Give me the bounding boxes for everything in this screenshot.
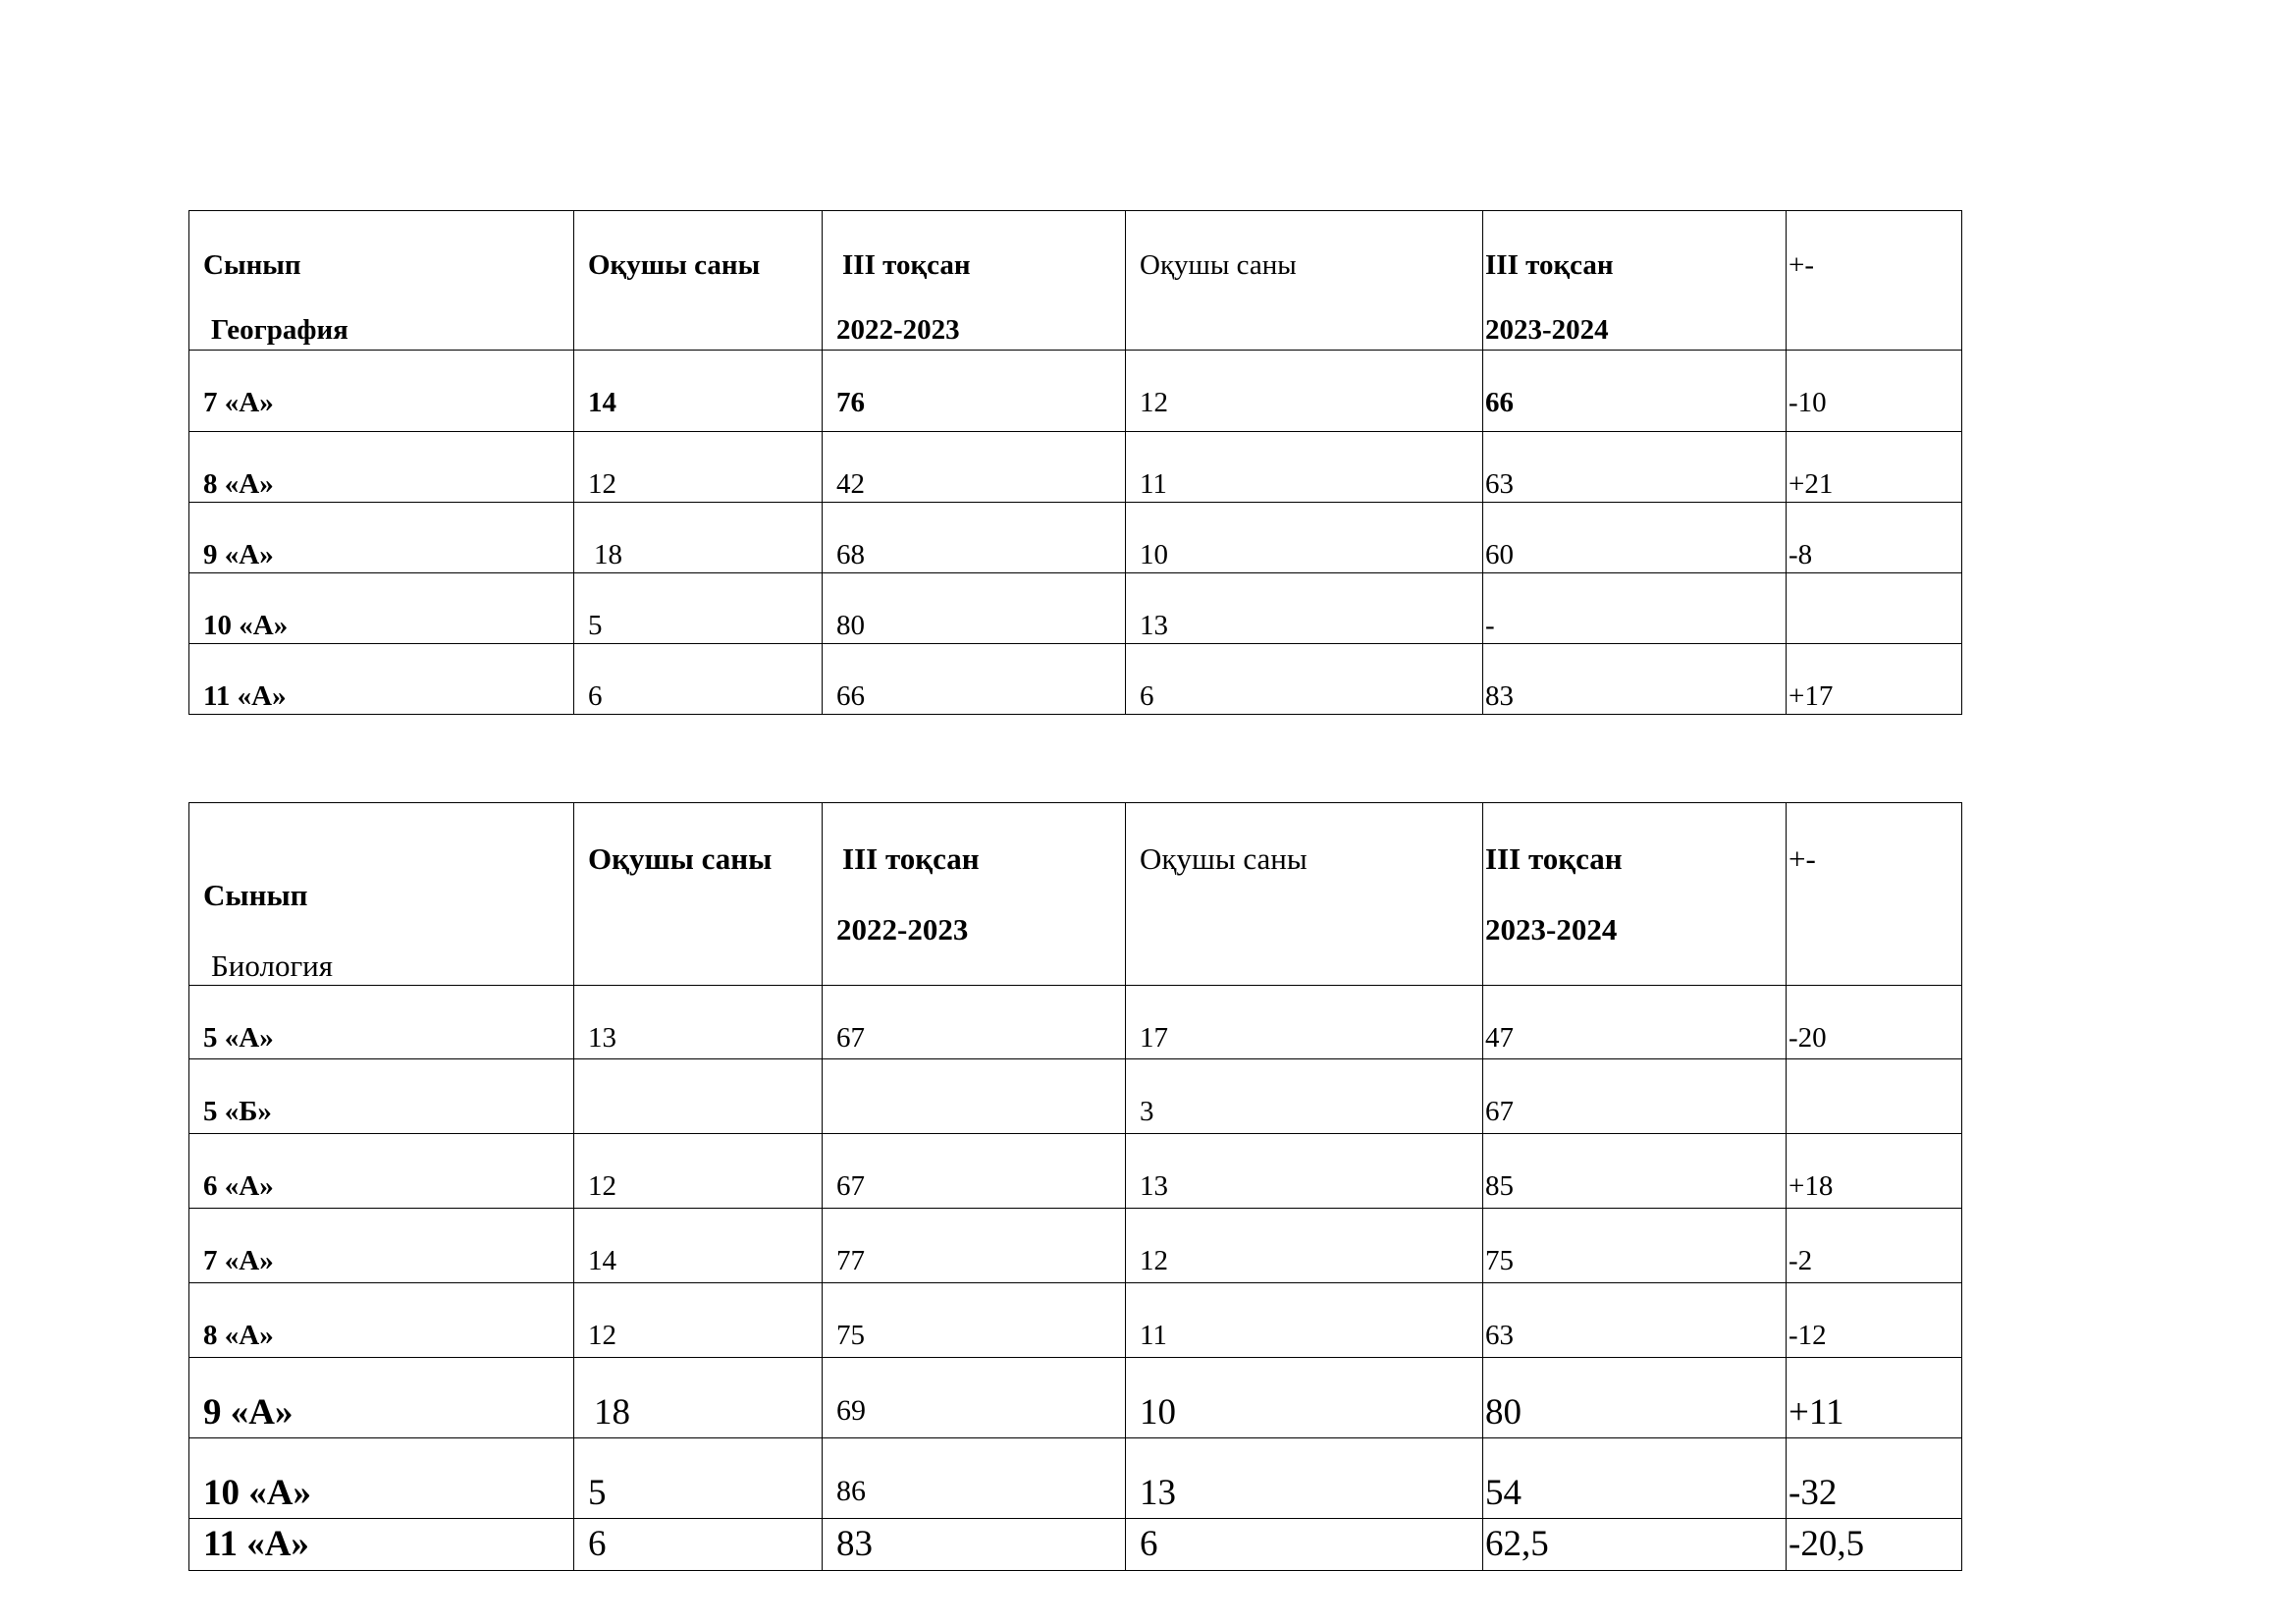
table-row <box>189 986 1962 1059</box>
students-2-cell: 3 <box>1140 1096 1154 1127</box>
students-1-cell: 14 <box>588 1245 616 1276</box>
header-quarter-2-cell <box>1483 211 1787 351</box>
diff-cell: +17 <box>1789 680 1834 712</box>
table-row <box>189 432 1962 503</box>
header-students-1: Оқушы саны <box>588 841 773 876</box>
students-1-cell: 18 <box>594 1392 630 1433</box>
table-row <box>189 1134 1962 1209</box>
header-subject: География <box>211 314 348 346</box>
quarter-2-cell: 63 <box>1485 1320 1514 1351</box>
header-diff: +- <box>1789 249 1815 281</box>
students-1-cell: 12 <box>588 468 616 500</box>
diff-cell <box>1789 1059 1961 1095</box>
quarter-1-cell <box>836 1059 1125 1095</box>
quarter-1-cell: 80 <box>836 610 865 641</box>
class-cell: 11 «А» <box>203 1524 309 1564</box>
class-cell: 7 «А» <box>203 387 274 418</box>
header-students-2: Оқушы саны <box>1140 249 1297 281</box>
class-cell: 10 «А» <box>203 1473 311 1513</box>
quarter-2-cell: 63 <box>1485 468 1514 500</box>
geography-table <box>188 210 1962 715</box>
quarter-2-cell: 75 <box>1485 1245 1514 1276</box>
students-2-cell: 12 <box>1140 387 1168 418</box>
biology-header-row <box>189 803 1962 986</box>
quarter-1-cell: 68 <box>836 539 865 570</box>
header-quarter-2-cell <box>1483 803 1787 986</box>
quarter-2-cell: 83 <box>1485 680 1514 712</box>
diff-cell: -2 <box>1789 1245 1813 1276</box>
students-2-cell: 13 <box>1140 1170 1168 1202</box>
quarter-1-cell: 75 <box>836 1320 865 1351</box>
diff-cell: +18 <box>1789 1170 1834 1202</box>
students-1-cell: 12 <box>588 1170 616 1202</box>
students-1-cell: 6 <box>588 680 603 712</box>
quarter-1-cell: 69 <box>836 1394 866 1427</box>
students-1-cell: 12 <box>588 1320 616 1351</box>
header-class-label: Сынып <box>203 249 301 281</box>
class-cell: 10 «А» <box>203 610 289 641</box>
quarter-1-cell: 83 <box>836 1524 873 1564</box>
students-2-cell: 17 <box>1140 1022 1168 1054</box>
students-1-cell: 5 <box>588 610 603 641</box>
class-cell: 7 «А» <box>203 1245 274 1276</box>
quarter-1-cell: 77 <box>836 1245 865 1276</box>
header-students-2-cell <box>1126 803 1483 986</box>
class-cell: 8 «А» <box>203 1320 274 1351</box>
header-diff: +- <box>1789 841 1816 876</box>
quarter-2-cell: 80 <box>1485 1392 1522 1433</box>
header-quarter-1: ІІІ тоқсан <box>842 841 980 876</box>
quarter-1-cell: 42 <box>836 468 865 500</box>
class-cell: 6 «А» <box>203 1170 274 1202</box>
diff-cell: -8 <box>1789 539 1813 570</box>
class-cell: 5 «А» <box>203 1022 274 1054</box>
table-row <box>189 1519 1962 1571</box>
table-row <box>189 1438 1962 1519</box>
quarter-2-cell: 62,5 <box>1485 1524 1549 1564</box>
table-row <box>189 1358 1962 1438</box>
class-cell: 8 «А» <box>203 468 274 500</box>
header-quarter-2: ІІІ тоқсан <box>1485 841 1623 876</box>
quarter-2-cell: 47 <box>1485 1022 1514 1054</box>
header-class-cell <box>189 803 574 986</box>
class-cell: 11 «А» <box>203 680 287 712</box>
diff-cell: +11 <box>1789 1392 1844 1433</box>
students-2-cell: 6 <box>1140 1524 1158 1564</box>
quarter-2-cell: 67 <box>1485 1096 1514 1127</box>
header-students-1-cell <box>574 803 823 986</box>
students-1-cell: 14 <box>588 387 616 418</box>
students-2-cell: 6 <box>1140 680 1154 712</box>
students-2-cell: 10 <box>1140 539 1168 570</box>
quarter-2-cell: 85 <box>1485 1170 1514 1202</box>
header-class-label: Сынып <box>203 878 308 912</box>
header-quarter-1-cell <box>823 211 1126 351</box>
header-year-1: 2022-2023 <box>836 912 969 947</box>
diff-cell: -10 <box>1789 387 1827 418</box>
students-2-cell: 11 <box>1140 1320 1167 1351</box>
students-1-cell: 5 <box>588 1473 607 1513</box>
header-diff-cell <box>1787 211 1962 351</box>
students-1-cell: 18 <box>594 539 622 570</box>
quarter-2-cell: 66 <box>1485 387 1514 418</box>
table-row <box>189 644 1962 715</box>
students-2-cell: 12 <box>1140 1245 1168 1276</box>
students-1-cell: 13 <box>588 1022 616 1054</box>
header-year-2: 2023-2024 <box>1485 314 1609 346</box>
header-students-1: Оқушы саны <box>588 249 761 281</box>
quarter-2-cell: - <box>1485 610 1495 641</box>
table-row <box>189 503 1962 573</box>
table-row <box>189 351 1962 432</box>
header-diff-cell <box>1787 803 1962 986</box>
diff-cell: -12 <box>1789 1320 1827 1351</box>
quarter-2-cell: 54 <box>1485 1473 1522 1513</box>
header-year-1: 2022-2023 <box>836 314 960 346</box>
geography-header-row <box>189 211 1962 351</box>
diff-cell: -32 <box>1789 1473 1838 1513</box>
header-quarter-1: ІІІ тоқсан <box>842 249 971 281</box>
quarter-2-cell: 60 <box>1485 539 1514 570</box>
class-cell: 5 «Б» <box>203 1096 272 1127</box>
diff-cell: +21 <box>1789 468 1834 500</box>
header-quarter-1-cell <box>823 803 1126 986</box>
quarter-1-cell: 76 <box>836 387 865 418</box>
biology-table <box>188 802 1962 1571</box>
students-1-cell <box>588 1059 822 1095</box>
header-students-1-cell <box>574 211 823 351</box>
table-row <box>189 1209 1962 1283</box>
header-class-cell <box>189 211 574 351</box>
students-1-cell: 6 <box>588 1524 607 1564</box>
diff-cell: -20 <box>1789 1022 1827 1054</box>
quarter-1-cell: 67 <box>836 1170 865 1202</box>
class-cell: 9 «А» <box>203 539 274 570</box>
header-students-2-cell <box>1126 211 1483 351</box>
students-2-cell: 11 <box>1140 468 1167 500</box>
header-students-2: Оқушы саны <box>1140 841 1308 876</box>
students-2-cell: 13 <box>1140 610 1168 641</box>
table-row <box>189 1059 1962 1134</box>
diff-cell <box>1789 573 1961 609</box>
table-row <box>189 573 1962 644</box>
students-2-cell: 13 <box>1140 1473 1176 1513</box>
quarter-1-cell: 66 <box>836 680 865 712</box>
header-quarter-2: ІІІ тоқсан <box>1485 249 1614 281</box>
quarter-1-cell: 86 <box>836 1475 866 1507</box>
class-cell: 9 «А» <box>203 1392 294 1433</box>
students-2-cell: 10 <box>1140 1392 1176 1433</box>
header-year-2: 2023-2024 <box>1485 912 1618 947</box>
table-row <box>189 1283 1962 1358</box>
diff-cell: -20,5 <box>1789 1524 1865 1564</box>
header-subject: Биология <box>211 948 334 983</box>
quarter-1-cell: 67 <box>836 1022 865 1054</box>
